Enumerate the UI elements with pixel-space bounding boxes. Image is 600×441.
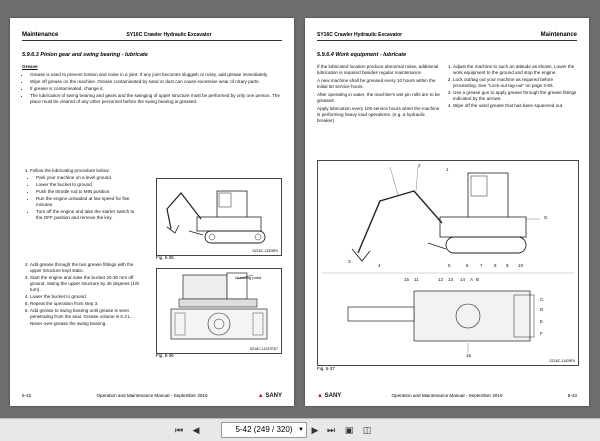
paragraph: After operating in water, the machine's wet pin rolls are to be greased. <box>317 92 440 103</box>
callout-label: 11 <box>414 277 419 282</box>
callout-label: G <box>544 215 548 220</box>
logo-triangle-icon: ▲ <box>317 393 323 399</box>
header-section: Maintenance <box>22 32 59 38</box>
swing-bearing-illustration <box>157 269 281 353</box>
callout-label: 5 <box>448 263 451 268</box>
left-page <box>10 18 294 406</box>
page-display: 5-42 (249 / 320) <box>235 425 293 434</box>
excavator-illustration <box>157 179 281 255</box>
callout-label: 3 <box>348 259 351 264</box>
callout-label: A <box>470 277 474 282</box>
step-item: 2. Lock out/tag out your machine as required before proceeding. See "Lock-out tag-out" on page 2-65. <box>453 77 577 89</box>
page-number-input[interactable] <box>221 422 307 438</box>
page-footer <box>22 388 282 398</box>
paragraph: A new machine shall be greased every 10 hours within the initial 50 service hours. <box>317 78 436 89</box>
sany-logo <box>258 393 282 399</box>
step-item: 5. Repeat the operation from step 3. <box>30 301 140 307</box>
figure-caption: Fig. 5-36 <box>156 353 174 358</box>
bullet-item: • The lubrication of swing bearing and gears and the swinging of upper structure must be performed by only one person. The place must be cleared of any other personnel before the swing bearing is greased. <box>30 93 280 105</box>
step-item: 2. Add grease through the two grease fittings with the upper structure kept static. <box>30 262 140 274</box>
footer-text: Operation and Maintenance Manual - September 2016 <box>391 393 503 398</box>
callout-label: 10 <box>518 263 524 268</box>
steps-column <box>445 64 577 110</box>
figure-caption: Fig. 5-35 <box>156 255 174 260</box>
figure-caption: Fig. 5-37 <box>317 366 335 371</box>
callout-label: E <box>540 319 544 324</box>
greasing-point-label: Greasing point <box>235 275 262 280</box>
callout-label: 13 <box>448 277 454 282</box>
figure-code: SZ16C-11928F9 <box>549 359 575 363</box>
callout-label: 14 <box>460 277 466 282</box>
callout-label: 12 <box>438 277 444 282</box>
logo-triangle-icon: ▲ <box>257 393 264 399</box>
logo-text: SANY <box>265 393 282 399</box>
procedure-steps <box>22 262 140 327</box>
substep-item: • Park your machine on a level ground. <box>36 175 140 181</box>
header-title: SY16C Crawler Hydraulic Excavator <box>317 32 403 38</box>
section-heading: 5.9.6.3 Pinion gear and swing bearing - lubricate <box>22 52 148 58</box>
right-page <box>305 18 589 406</box>
step-item: 1. Adjust the machine to such an attitude as shown. Lower the work equipment to the ground and stop the engine. <box>453 64 577 76</box>
substep-item: • Run the engine unloaded at low speed for five minutes. <box>36 196 140 208</box>
callout-label: F <box>540 331 543 336</box>
figure-code: SZ16C-11928F0 <box>252 249 278 253</box>
callout-label: B <box>476 277 480 282</box>
step-item: 3. Start the engine and raise the bucket 20-30 mm off ground. Swing the upper structure by 45 degrees (1/8 turn). <box>30 275 140 293</box>
step-item: 6. Add grease to swing bearing until grease is seen penetrating from the seal. Grease volume is 0.3 L. <box>30 308 140 320</box>
figure-excavator <box>156 178 282 256</box>
substep-item: • Lower the bucket to ground. <box>36 182 140 188</box>
substep-item: • Turn off the engine and take the starter switch to the OFF position and remove the key. <box>36 209 140 221</box>
chevron-down-icon[interactable]: ▼ <box>298 427 304 433</box>
callout-label: 1 <box>446 167 449 172</box>
last-page-icon[interactable]: ⏭ <box>326 425 336 435</box>
substep-item: • Push the throttle rod to MIN position. <box>36 189 140 195</box>
two-page-view-icon[interactable]: ◫ <box>362 425 372 435</box>
footer-text: Operation and Maintenance Manual - September 2016 <box>96 393 208 398</box>
callout-label: 6 <box>466 263 469 268</box>
grease-bullets <box>22 72 280 106</box>
page-header <box>317 28 577 41</box>
callout-label: D <box>540 307 544 312</box>
previous-page-icon[interactable]: ◀ <box>192 425 200 435</box>
warning-note: Never over-grease the swing bearing. <box>30 321 107 326</box>
page-number: 5-42 <box>22 393 32 398</box>
bullet-item: • Wipe off grease on the machine. Grease contaminated by sand or dust can cause excessive wear of rotary parts. <box>30 79 280 85</box>
step-item: 3. Use a grease gun to apply grease through the grease fittings indicated by the arrows. <box>453 90 577 102</box>
viewer-toolbar <box>0 418 600 441</box>
step-item: 4. Wipe off the used grease that has been squeezed out. <box>453 103 577 109</box>
callout-label: 9 <box>506 263 509 268</box>
callout-label: 7 <box>480 263 483 268</box>
figure-swing-bearing <box>156 268 282 354</box>
bullet-item: • Grease is used to prevent torsion and noise in a joint. If any joint becomes sluggish or noisy, add grease immediately. <box>30 72 280 78</box>
procedure-step1 <box>22 168 140 222</box>
bullet-item: • If grease is contaminated, change it. <box>30 86 280 92</box>
sany-logo <box>317 393 341 399</box>
grease-heading: Grease <box>22 64 38 69</box>
callout-label: 16 <box>466 353 472 358</box>
callout-label: C <box>540 297 544 302</box>
logo-text: SANY <box>324 393 342 399</box>
single-page-view-icon[interactable]: ▣ <box>344 425 354 435</box>
paragraph: If the lubricated location produce abnormal noise, additional lubrication is required besides regular maintenance. <box>317 64 439 75</box>
figure-code: SZ16C-11927EE7 <box>249 347 278 351</box>
header-section: Maintenance <box>540 32 577 38</box>
callout-label: 4 <box>378 263 381 268</box>
callout-label: 2 <box>418 163 421 168</box>
next-page-icon[interactable]: ▶ <box>311 425 319 435</box>
section-heading: 5.9.6.4 Work equipment - lubricate <box>317 52 407 58</box>
page-number: 5-43 <box>567 393 577 398</box>
step-item: 1. Follow the lubricating procedure below: <box>30 168 140 174</box>
paragraph: Apply lubrication every 100 service hours when the machine is performing heavy load operations. (e.g. a hydraulic breaker) <box>317 106 440 123</box>
callout-label: 15 <box>404 277 410 282</box>
step-item: 4. Lower the bucket to ground. <box>30 294 140 300</box>
callout-label: 8 <box>494 263 497 268</box>
page-header <box>22 28 282 41</box>
first-page-icon[interactable]: ⏮ <box>174 425 184 435</box>
header-title: SY16C Crawler Hydraulic Excavator <box>126 32 212 38</box>
figure-work-equipment <box>317 160 579 366</box>
intro-column <box>317 64 441 126</box>
page-footer <box>317 388 577 398</box>
